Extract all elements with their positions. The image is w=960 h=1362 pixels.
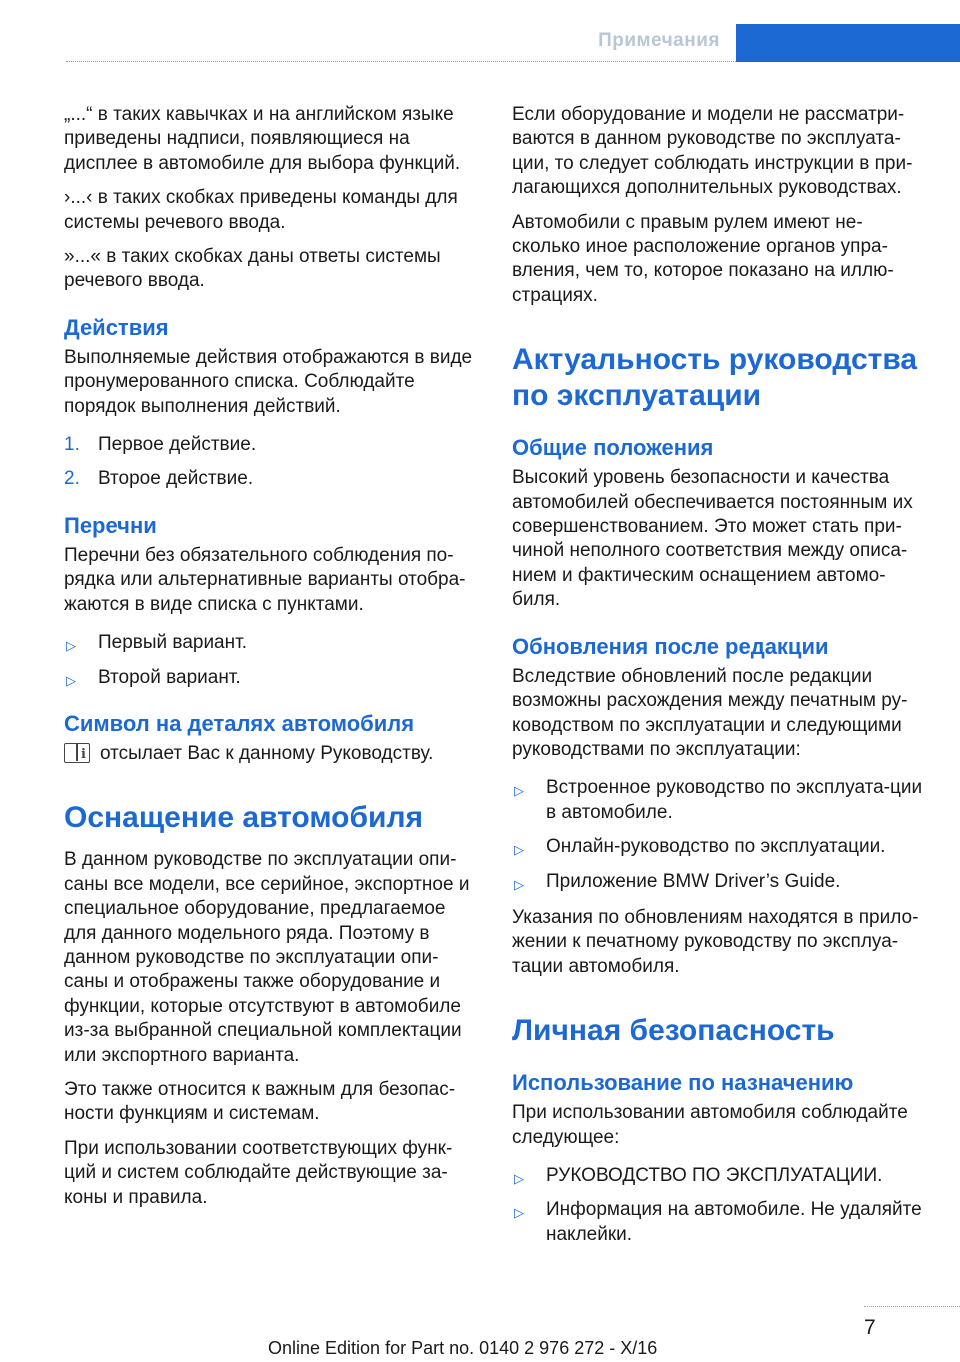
header-accent-bar [736,24,960,62]
list-item [64,631,480,655]
paragraph-quotes: „...“ в таких кавычках и на английском языке приведены надписи, появляющиеся на дисплее в автомобиле для выбора функций. [64,104,461,174]
triangle-right-icon: ▷ [514,783,524,799]
bullet-list [512,1164,928,1247]
heading-symbol: Символ на деталях автомобиля [64,710,415,736]
paragraph-right-hand-drive: Автомобили с правым рулем имеют не-сколько иное расположение органов упра-вления, чем то, которое показано на иллю-страциях. [512,211,894,306]
left-column [64,103,480,1220]
symbol-text: отсылает Вас к данному Руководству. [100,742,434,764]
section-title: Примечания [598,30,720,51]
footer-divider [864,1306,960,1307]
right-column [512,103,928,1259]
list-item [512,835,928,859]
list-item-text: РУКОВОДСТВО ПО ЭКСПЛУАТАЦИИ. [546,1164,883,1186]
list-item-text: Второй вариант. [98,666,241,688]
list-item [64,467,480,491]
heading-general: Общие положения [512,435,714,461]
list-number: 2. [64,468,80,490]
list-item-text: Встроенное руководство по эксплуата-ции в автомобиле. [546,777,923,823]
heading-relevance: Актуальность руководства по эксплуатации [512,343,918,413]
updates-text: Вследствие обновлений после редакции возможны расхождения между печатным ру-ководством по эксплуатации и следующими руководствами по эксплуатации: [512,665,908,760]
list-item [512,1198,928,1247]
heading-actions: Действия [64,314,169,340]
triangle-right-icon: ▷ [514,1170,524,1186]
triangle-right-icon: ▷ [514,876,524,892]
page-number: 7 [864,1316,876,1339]
list-item-text: Первый вариант. [98,632,247,654]
bullet-list [512,776,928,894]
list-item-text: Информация на автомобиле. Не удаляйте наклейки. [546,1199,922,1245]
list-item-text: Первое действие. [98,434,257,456]
list-item [64,433,480,457]
paragraph-double-brackets: »...« в таких скобках даны ответы системы речевого ввода. [64,246,441,292]
heading-equipment: Оснащение автомобиля [64,801,424,835]
equipment-paragraph: При использовании соответствующих функ-ций и систем соблюдайте действующие за-коны и правила. [64,1137,453,1208]
edition-footer: Online Edition for Part no. 0140 2 976 272 - X/16 [268,1338,658,1358]
paragraph-single-brackets: ›...‹ в таких скобках приведены команды для системы речевого ввода. [64,187,458,233]
actions-text: Выполняемые действия отображаются в виде пронумерованного списка. Соблюдайте порядок выполнения действий. [64,346,473,417]
heading-safety: Личная безопасность [512,1014,835,1048]
equipment-paragraph: Это также относится к важным для безопас-ности функциям и системам. [64,1078,456,1125]
list-item [512,776,928,825]
triangle-right-icon: ▷ [66,672,76,688]
triangle-right-icon: ▷ [514,1205,524,1221]
heading-lists: Перечни [64,512,157,538]
header-divider [66,61,736,62]
list-item [512,870,928,894]
paragraph-other-manuals: Если оборудование и модели не рассматри-ваются в данном руководстве по эксплуата-ции, то следует соблюдать инструкции в при-лагающихся дополнительных руководствах. [512,104,913,199]
symbol-text-line [64,742,480,766]
list-number: 1. [64,434,80,456]
list-item [512,1164,928,1188]
equipment-paragraph: В данном руководстве по эксплуатации опи-саны все модели, все серийное, экспортное и специальное оборудование, предлагаемое для данного модельного ряда. Поэтому в данном руководстве по эксплуатации опи-саны и отображены также оборудование и функции, которые отсутствуют в автомобиле из-за выбранной специальной комплектации или экспортного варианта. [64,849,470,1066]
list-item [64,666,480,690]
bullet-list [64,631,480,690]
book-info-icon [64,743,90,763]
heading-intended-use: Использование по назначению [512,1070,854,1096]
general-text: Высокий уровень безопасности и качества автомобилей обеспечивается постоянным их совершенствованием. Это может стать при-чиной неполного соответствия между описа-нием и фактическим оснащением автомо-биля. [512,467,913,611]
list-item-text: Второе действие. [98,468,254,490]
heading-updates: Обновления после редакции [512,633,829,659]
triangle-right-icon: ▷ [514,842,524,858]
updates-note: Указания по обновлениям находятся в прило-жении к печатному руководству по эксплуа-тации автомобиля. [512,906,919,977]
lists-text: Перечни без обязательного соблюдения по-рядка или альтернативные варианты отобра-жаются в виде списка с пунктами. [64,544,466,615]
numbered-list [64,433,480,492]
list-item-text: Онлайн-руководство по эксплуатации. [546,836,886,858]
triangle-right-icon: ▷ [66,638,76,654]
list-item-text: Приложение BMW Driver’s Guide. [546,870,841,892]
intended-use-text: При использовании автомобиля соблюдайте следующее: [512,1102,908,1148]
